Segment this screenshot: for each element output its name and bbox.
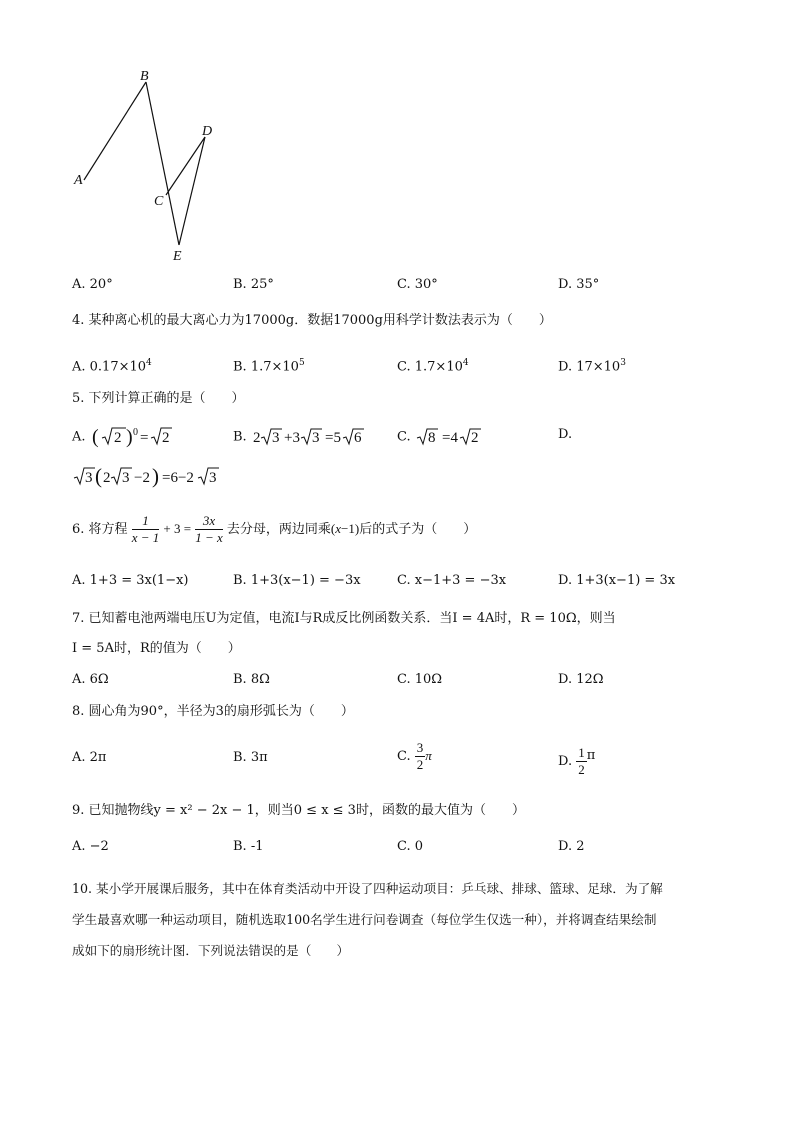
q10-line-2: 学生最喜欢哪一种运动项目，随机选取100名学生进行问卷调查（每位学生仅选一种），并将调查结果绘制 — [72, 912, 657, 927]
q7-line-1: 7. 已知蓄电池两端电压U为定值，电流I与R成反比例函数关系．当I = 4A时，R = 10Ω，则当 — [72, 611, 616, 626]
svg-text:2: 2 — [113, 430, 122, 446]
svg-text:(: ( — [95, 464, 102, 488]
q5-option-a: A. ( 2 ) 0 = 2 — [72, 426, 172, 448]
q5-b-formula — [251, 426, 369, 448]
q4-option-c: C. $1.7\times 10^4$ — [397, 358, 469, 375]
q6-option-c: C. x−1+3 = −3x — [397, 573, 507, 588]
q4-option-d: D. $17\times 10^3$ — [558, 358, 626, 375]
q4-stem: 4. 某种离心机的最大离心力为17000g．数据17000g用科学计数法表示为（ ） — [72, 313, 552, 328]
q5-c-formula — [415, 426, 497, 448]
svg-text:): ) — [125, 426, 133, 448]
q6-fraction-right: $\frac{3x}{1 - x}$ — [195, 513, 223, 545]
q6-option-a: A. 1+3 = 3x(1−x) — [72, 573, 189, 588]
q6-option-b: B. 1+3(x−1) = −3x — [233, 573, 361, 588]
svg-text:2: 2 — [161, 430, 170, 446]
label-C: C — [154, 194, 164, 209]
svg-text:6: 6 — [353, 430, 362, 446]
q9-option-d: D. 2 — [558, 839, 585, 854]
svg-text:=5: =5 — [324, 430, 341, 446]
q10-line-1: 10. 某小学开展课后服务，其中在体育类活动中开设了四种运动项目：乒乓球、排球、篮球、足球．为了解 — [72, 881, 663, 896]
q7-option-c: C. 10Ω — [397, 672, 443, 687]
svg-text:3: 3 — [209, 470, 217, 486]
svg-text:8: 8 — [427, 430, 436, 446]
q8-option-b: B. 3π — [233, 750, 268, 765]
svg-text:−2: −2 — [134, 470, 150, 486]
svg-text:3: 3 — [122, 470, 130, 486]
svg-text:3: 3 — [85, 470, 93, 486]
geometry-figure — [70, 62, 230, 267]
q9-option-a: A. −2 — [72, 839, 109, 854]
q8-c-fraction: $\frac{3}{2}$ — [416, 740, 424, 772]
q3-option-a: A. 20° — [72, 277, 113, 292]
q7-option-b: B. 8Ω — [233, 672, 270, 687]
label-B: B — [140, 69, 149, 84]
svg-text:=: = — [139, 430, 149, 446]
q7-line-2: I = 5A时，R的值为（ ） — [72, 641, 241, 656]
segment-CD — [166, 137, 205, 195]
svg-text:2: 2 — [470, 430, 479, 446]
q6-stem: 6. 将方程 $\frac{1}{x - 1}$ + 3 = $\frac{3x}{1 - x}$ 去分母，两边同乘(x−1)后的式子为（ ） — [72, 513, 477, 545]
svg-text:3: 3 — [311, 430, 320, 446]
q8-d-fraction: $\frac{1}{2}$ — [578, 745, 585, 777]
svg-text:2: 2 — [103, 470, 111, 486]
q5-a-formula — [90, 426, 172, 448]
segment-DE — [179, 137, 205, 245]
q8-option-c: C. $\frac{3}{2}$ π — [397, 740, 432, 772]
q3-option-d: D. 35° — [558, 277, 600, 292]
q5-stem: 5. 下列计算正确的是（ ） — [72, 391, 245, 406]
svg-text:3: 3 — [271, 430, 280, 446]
q6-option-d: D. 1+3(x−1) = 3x — [558, 573, 676, 588]
q3-option-c: C. 30° — [397, 277, 438, 292]
q8-option-d: D. $\frac{1}{2}$ π — [558, 745, 596, 777]
svg-text:): ) — [152, 464, 159, 488]
label-D: D — [202, 124, 213, 139]
q7-option-a: A. 6Ω — [72, 672, 109, 687]
svg-text:=4: =4 — [441, 430, 458, 446]
q5-option-c: C. 8 =4 2 — [397, 426, 497, 448]
q8-option-a: A. 2π — [72, 750, 107, 765]
q9-stem: 9. 已知抛物线y = x² − 2x − 1，则当0 ≤ x ≤ 3时，函数的最大值为（ ） — [72, 803, 525, 818]
label-E: E — [173, 249, 182, 264]
q7-option-d: D. 12Ω — [558, 672, 604, 687]
svg-text:2: 2 — [252, 430, 261, 446]
segment-BE — [146, 82, 179, 245]
q4-option-b: B. $1.7\times 10^5$ — [233, 358, 305, 375]
q9-option-b: B. -1 — [233, 839, 264, 854]
q10-line-3: 成如下的扇形统计图．下列说法错误的是（ ） — [72, 943, 350, 958]
svg-text:(: ( — [91, 426, 99, 448]
q5-d-formula — [72, 464, 232, 490]
label-A: A — [74, 173, 83, 188]
svg-text:=6−2: =6−2 — [162, 470, 194, 486]
q8-stem: 8. 圆心角为90°，半径为3的扇形弧长为（ ） — [72, 704, 354, 719]
svg-text:+3: +3 — [283, 430, 300, 446]
q9-option-c: C. 0 — [397, 839, 424, 854]
q5-option-d — [72, 464, 232, 496]
q3-option-b: B. 25° — [233, 277, 274, 292]
q6-fraction-left: $\frac{1}{x - 1}$ — [131, 513, 160, 545]
q5-option-d-label: D. — [558, 427, 573, 442]
segment-AB — [84, 82, 146, 180]
q4-option-a: A. $0.17\times 10^4$ — [72, 358, 152, 375]
q5-option-b: B. 2 3 +3 3 =5 6 — [233, 426, 369, 448]
svg-text:0: 0 — [132, 427, 138, 438]
